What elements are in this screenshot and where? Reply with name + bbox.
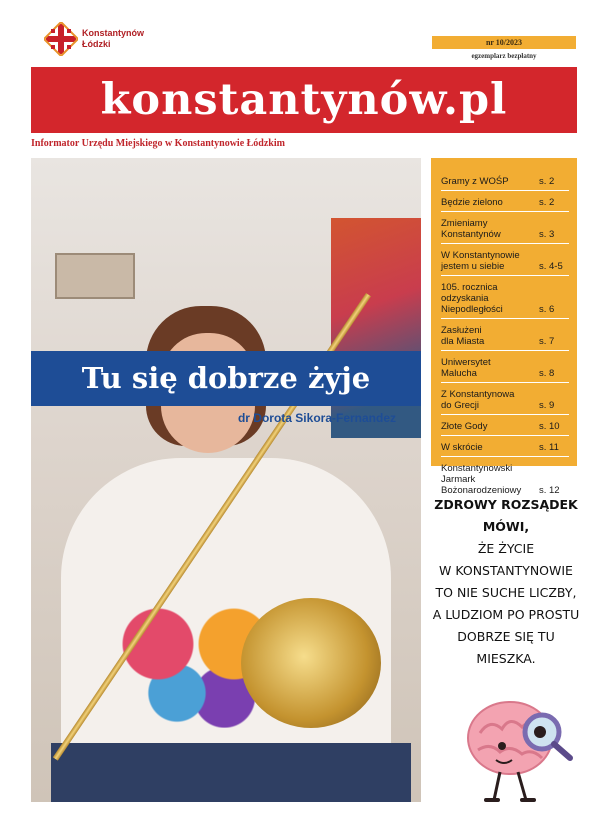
toc-item-page: s. 4-5	[539, 261, 563, 272]
toc-item-title: 105. rocznica odzyskania Niepodległości	[441, 282, 503, 315]
masthead-subtitle: Informator Urzędu Miejskiego w Konstantynowie Łódzkim	[31, 138, 285, 149]
toc-item-page: s. 9	[539, 400, 555, 411]
toc-item-title: Złote Gody	[441, 421, 488, 432]
toc-item[interactable]	[441, 176, 569, 191]
toc-item-page: s. 2	[539, 176, 555, 187]
toc-item[interactable]	[441, 282, 569, 319]
slogan-bold-1: ZDROWY ROZSĄDEK	[434, 497, 578, 512]
toc-item-title: Konstantynowski Jarmark Bożonarodzeniowy	[441, 463, 522, 496]
toc-item[interactable]	[441, 421, 569, 436]
toc-item-title: Z Konstantynowa do Grecji	[441, 389, 515, 411]
slogan-line: W KONSTANTYNOWIE	[439, 563, 573, 578]
logo-line-1: Konstantynów	[82, 28, 144, 38]
toc-item[interactable]	[441, 442, 569, 457]
toc-item-page: s. 8	[539, 368, 555, 379]
toc-item-page: s. 11	[539, 442, 559, 453]
wall-frame	[55, 253, 135, 299]
slogan	[431, 494, 581, 670]
slogan-line: TO NIE SUCHE LICZBY,	[435, 585, 577, 600]
toc-item-title: Uniwersytet Malucha	[441, 357, 491, 379]
city-logo	[44, 22, 164, 58]
toc-item-page: s. 3	[539, 229, 555, 240]
masthead	[31, 67, 577, 133]
trombone-bell	[241, 598, 381, 728]
slogan-line: A LUDZIOM PO PROSTU	[432, 607, 580, 622]
cover-byline: dr Dorota Sikora-Fernandez	[237, 411, 396, 425]
toc-item[interactable]	[441, 218, 569, 244]
slogan-bold-2: MÓWI,	[482, 519, 530, 534]
toc-item[interactable]	[441, 250, 569, 276]
toc-item[interactable]	[441, 325, 569, 351]
toc-item-page: s. 12	[539, 485, 560, 496]
toc-item[interactable]	[441, 357, 569, 383]
toc-item-title: Będzie zielono	[441, 197, 503, 208]
toc-item-title: W Konstantynowie jestem u siebie	[441, 250, 520, 272]
toc-item-page: s. 2	[539, 197, 555, 208]
masthead-title: konstantynów.pl	[100, 75, 508, 125]
person-jeans	[51, 743, 411, 802]
logo-text	[82, 28, 144, 50]
city-emblem-icon	[44, 22, 78, 56]
toc-item-title: Zmieniamy Konstantynów	[441, 218, 501, 240]
toc-item-title: Zasłużeni dla Miasta	[441, 325, 485, 347]
cover-headline: Tu się dobrze żyje	[81, 361, 371, 395]
toc-item-title: Gramy z WOŚP	[441, 176, 509, 187]
table-of-contents	[431, 158, 577, 496]
toc-item-page: s. 7	[539, 336, 555, 347]
cover-photo	[31, 158, 421, 802]
toc-item[interactable]	[441, 197, 569, 212]
slogan-line: DOBRZE SIĘ TU MIESZKA.	[457, 629, 555, 666]
toc-item-page: s. 6	[539, 304, 555, 315]
cover-headline-band	[31, 351, 421, 406]
toc-item-title: W skrócie	[441, 442, 483, 453]
toc-item[interactable]	[441, 389, 569, 415]
free-copy-label: egzemplarz bezpłatny	[471, 52, 537, 60]
issue-number: nr 10/2023	[432, 36, 576, 49]
toc-item-page: s. 10	[539, 421, 560, 432]
slogan-line: ŻE ŻYCIE	[477, 541, 535, 556]
logo-line-2: Łódzki	[82, 39, 111, 49]
brain-with-magnifier-icon	[460, 688, 576, 808]
